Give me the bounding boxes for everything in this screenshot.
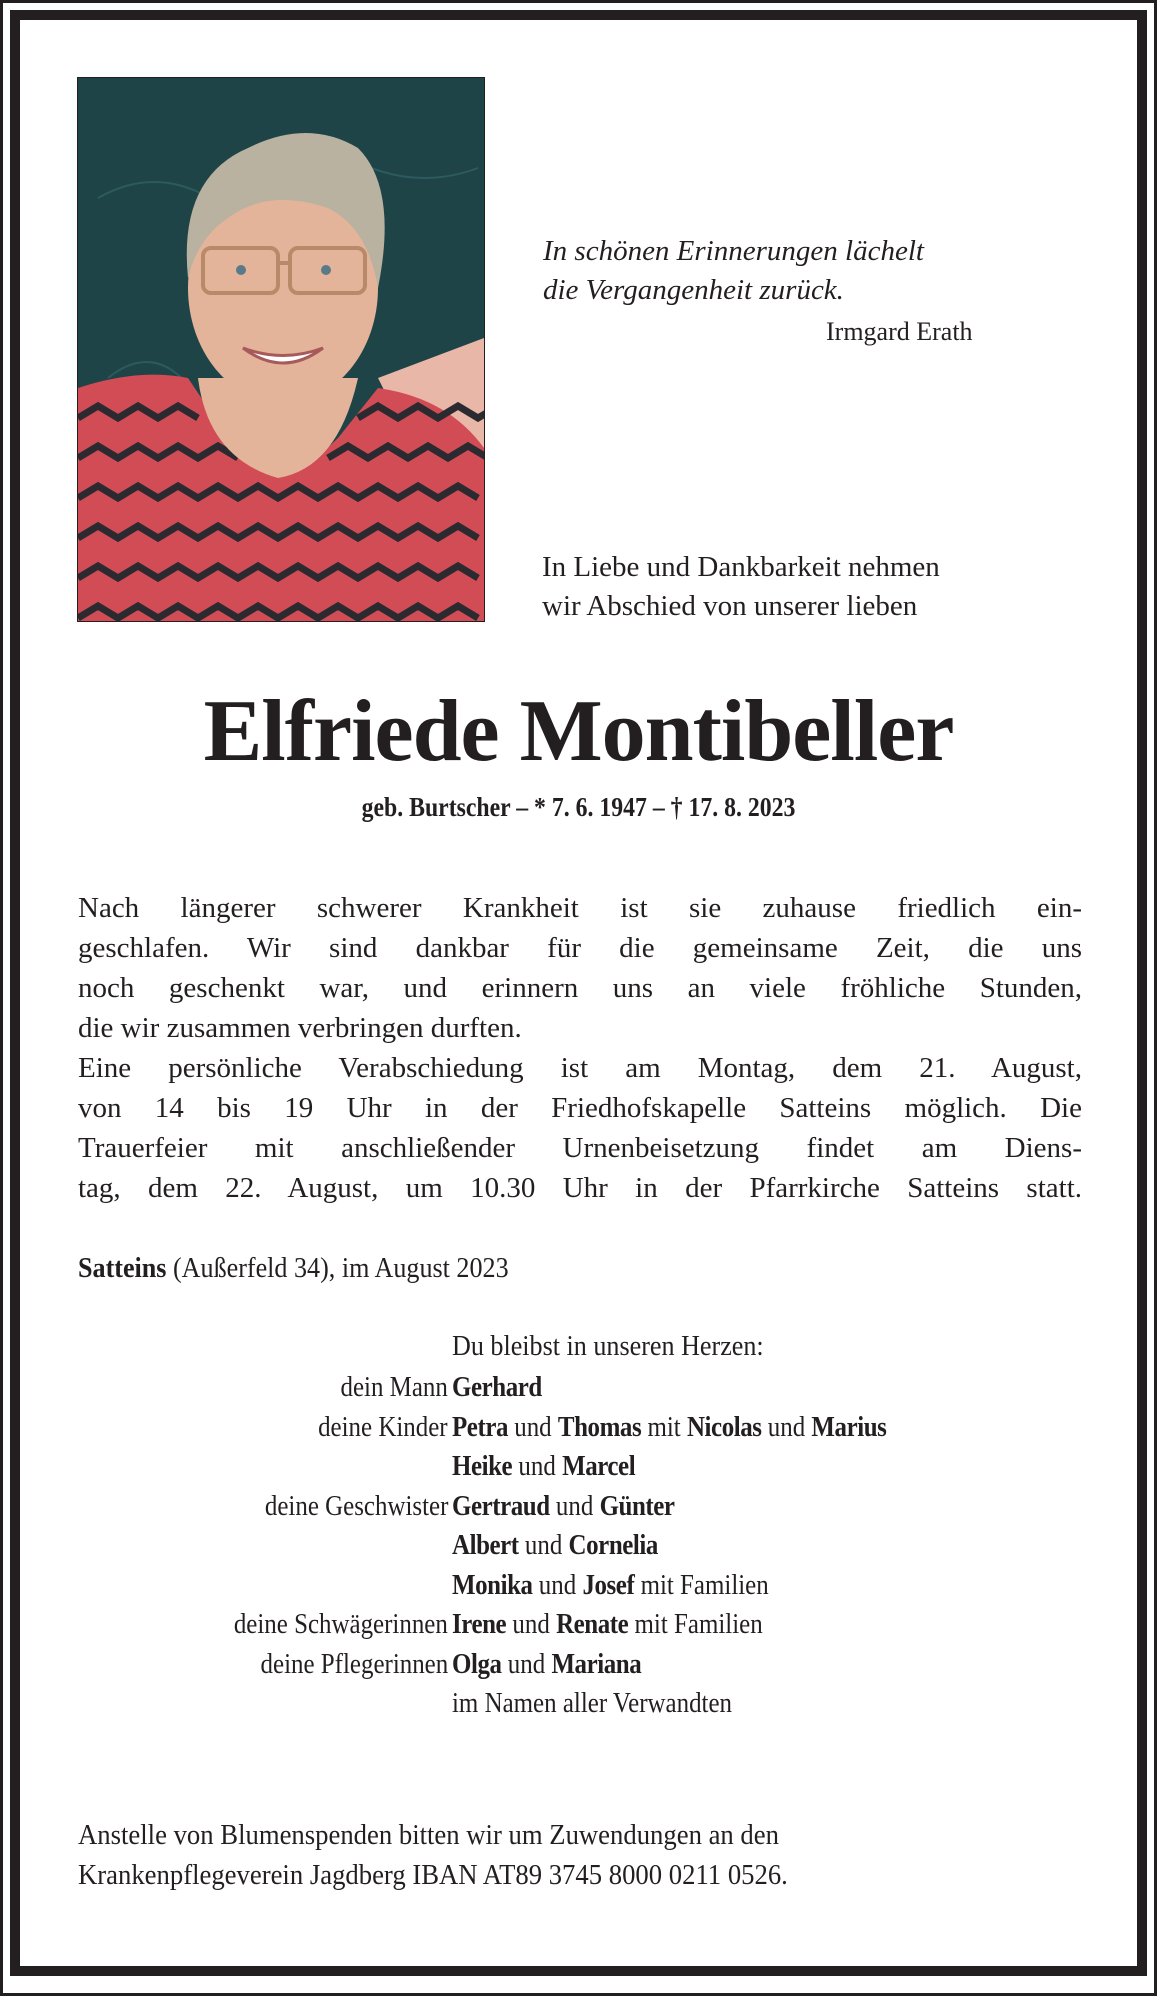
mourner-row xyxy=(0,1367,1157,1407)
mourner-name: Josef xyxy=(582,1568,635,1601)
mourner-name: Cornelia xyxy=(568,1529,658,1561)
place-and-date xyxy=(78,1248,509,1288)
donation-line: Krankenpflegeverein Jagdberg IBAN AT89 3745 8000 0211 0526. xyxy=(78,1859,788,1891)
connector-text: und xyxy=(506,1608,557,1640)
connector-text: mit Familien xyxy=(634,1568,769,1601)
mourner-name: Albert xyxy=(452,1529,519,1561)
body-line: geschlafen. Wir sind dankbar für die gemeinsame Zeit, die uns xyxy=(78,932,1082,964)
birth-death-dates: geb. Burtscher – * 7. 6. 1947 – † 17. 8. 2023 xyxy=(361,792,796,822)
intro-line: In Liebe und Dankbarkeit nehmen xyxy=(542,551,940,583)
mourner-name: Thomas xyxy=(557,1410,642,1443)
connector-text: mit xyxy=(641,1410,687,1443)
body-line: die wir zusammen verbringen durften. xyxy=(78,1012,522,1044)
connector-text: und xyxy=(532,1568,583,1601)
place-town: Satteins xyxy=(78,1252,167,1284)
connector-text: mit Familien xyxy=(628,1608,763,1640)
mourner-row xyxy=(0,1407,1157,1447)
quote-line: In schönen Erinnerungen lächelt xyxy=(543,235,924,267)
mourner-names xyxy=(452,1486,675,1526)
body-line: von 14 bis 19 Uhr in der Friedhofskapelle Satteins möglich. Die xyxy=(78,1092,1082,1124)
memorial-quote xyxy=(543,232,924,310)
mourner-name: Marius xyxy=(811,1410,887,1443)
connector-text: und xyxy=(518,1529,569,1561)
place-rest: (Außerfeld 34), im August 2023 xyxy=(166,1252,509,1284)
quote-author: Irmgard Erath xyxy=(826,317,973,346)
donation-note xyxy=(78,1815,850,1895)
mourner-name: Petra xyxy=(452,1410,509,1443)
obituary-body xyxy=(78,888,1082,1208)
relation-label: deine Kinder xyxy=(318,1410,448,1443)
quote-line: die Vergangenheit zurück. xyxy=(543,274,844,306)
mourner-row xyxy=(0,1565,1157,1605)
relation-label: dein Mann xyxy=(340,1371,448,1403)
connector-text: und xyxy=(512,1450,563,1482)
connector-text: im Namen aller Verwandten xyxy=(452,1687,733,1719)
deceased-name: Elfriede Montibeller xyxy=(203,683,954,780)
connector-text: und xyxy=(549,1489,600,1522)
relation-label: deine Geschwister xyxy=(264,1489,448,1522)
mourner-name: Olga xyxy=(452,1647,502,1680)
mourner-name: Nicolas xyxy=(686,1410,762,1443)
mourner-name: Monika xyxy=(452,1568,533,1601)
body-line: Nach längerer schwerer Krankheit ist sie zuhause friedlich ein- xyxy=(78,892,1082,924)
mourner-names xyxy=(452,1446,635,1486)
farewell-intro xyxy=(542,548,940,626)
mourner-name: Günter xyxy=(599,1489,675,1522)
intro-line: wir Abschied von unserer lieben xyxy=(542,590,918,622)
donation-line: Anstelle von Blumenspenden bitten wir um Zuwendungen an den xyxy=(78,1819,779,1851)
body-line: tag, dem 22. August, um 10.30 Uhr in der Pfarrkirche Satteins statt. xyxy=(78,1172,1082,1204)
mourner-names xyxy=(452,1683,732,1723)
mourner-row xyxy=(0,1446,1157,1486)
mourner-row xyxy=(0,1604,1157,1644)
mourner-names xyxy=(452,1604,763,1644)
mourner-name: Marcel xyxy=(562,1450,636,1482)
mourner-row xyxy=(0,1486,1157,1526)
mourner-names xyxy=(452,1525,658,1565)
mourner-name: Gertraud xyxy=(452,1489,550,1522)
mourner-row xyxy=(0,1644,1157,1684)
portrait-illustration xyxy=(78,78,484,621)
mourner-name: Gerhard xyxy=(452,1371,542,1403)
mourner-name: Mariana xyxy=(551,1647,642,1680)
relation-label: deine Schwägerinnen xyxy=(234,1608,448,1640)
connector-text: und xyxy=(508,1410,558,1443)
mourner-name: Renate xyxy=(556,1608,629,1640)
connector-text: und xyxy=(501,1647,552,1680)
portrait-photo xyxy=(77,77,485,622)
body-line: noch geschenkt war, und erinnern uns an viele fröhliche Stunden, xyxy=(78,972,1082,1004)
connector-text: und xyxy=(761,1410,812,1443)
mourners-heading: Du bleibst in unseren Herzen: xyxy=(452,1330,764,1362)
mourner-name: Heike xyxy=(452,1450,513,1482)
mourner-names xyxy=(452,1367,542,1407)
relation-label: deine Pflegerinnen xyxy=(260,1647,448,1680)
mourner-names xyxy=(452,1565,769,1605)
mourner-name: Irene xyxy=(452,1608,507,1640)
body-line: Eine persönliche Verabschiedung ist am Montag, dem 21. August, xyxy=(78,1052,1082,1084)
body-line: Trauerfeier mit anschließender Urnenbeisetzung findet am Diens- xyxy=(78,1132,1082,1164)
mourner-names xyxy=(452,1644,641,1684)
mourner-names xyxy=(452,1407,886,1447)
mourner-row xyxy=(0,1683,1157,1723)
mourner-row xyxy=(0,1525,1157,1565)
